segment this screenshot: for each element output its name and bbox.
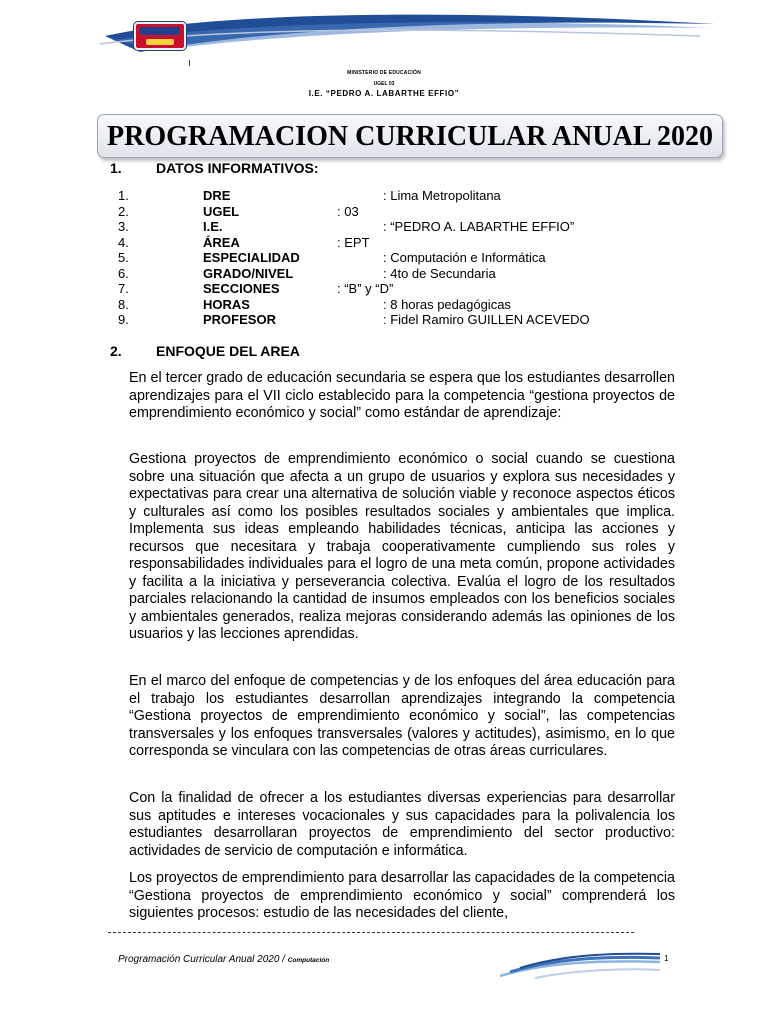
info-number: 8. — [118, 296, 129, 312]
footer-wave-logo — [495, 950, 665, 980]
info-key: PROFESOR — [203, 312, 276, 327]
ministry-name: MINISTERIO DE EDUCACIÓN — [347, 70, 421, 76]
info-row-especialidad — [0, 250, 768, 266]
info-value: : “B” y “D” — [337, 281, 394, 296]
info-row-profesor — [0, 312, 768, 328]
info-key: UGEL — [203, 203, 240, 219]
info-key: I.E. — [203, 219, 223, 234]
section-number: 2. — [110, 343, 122, 359]
info-number: 2. — [118, 203, 129, 219]
info-key: HORAS — [203, 296, 250, 312]
info-value: : EPT — [337, 234, 370, 250]
info-key: DRE — [203, 188, 231, 203]
page-number: 1 — [664, 954, 669, 963]
info-row-area — [0, 235, 768, 251]
info-row-horas — [0, 297, 768, 313]
info-value: : 4to de Secundaria — [383, 265, 496, 281]
footer-text: Programación Curricular Anual 2020 / — [118, 954, 288, 965]
footer-divider — [108, 932, 634, 933]
info-key: SECCIONES — [203, 281, 280, 296]
institution-name: I.E. “PEDRO A. LABARTHE EFFIO” — [308, 89, 460, 98]
info-row-ie — [0, 219, 768, 235]
section-title: DATOS INFORMATIVOS: — [156, 160, 319, 176]
paragraph: Los proyectos de emprendimiento para desarrollar las capacidades de la competencia “Gestiona proyectos de emprendimiento económico y social” comprenderá los siguientes procesos: estudio de las necesidades del cliente, — [129, 870, 675, 921]
info-row-grado — [0, 266, 768, 282]
page-title: PROGRAMACION CURRICULAR ANUAL 2020 — [107, 121, 713, 152]
paragraph: Con la finalidad de ofrecer a los estudiantes diversas experiencias para desarrollar sus aptitudes e intereses vocacionales y sus capacidades para la polivalencia los estudiantes desarrollaran proyectos de emprendimiento del sector productivo: actividades de servicio de computación e informática. — [129, 790, 675, 859]
paragraph: En el marco del enfoque de competencias y de los enfoques del área educación para el trabajo los estudiantes desarrollan aprendizajes integrando la competencia “Gestiona proyectos de emprendimiento económico y social”, las competencias transversales y los enfoques transversales (valores y actitudes), asimismo, en lo que corresponda se vinculara con las competencias de otras áreas curriculares. — [129, 673, 675, 759]
divider-mark — [189, 60, 190, 66]
info-number: 1. — [118, 188, 129, 203]
footer-label — [118, 954, 329, 965]
info-value: : Fidel Ramiro GUILLEN ACEVEDO — [383, 312, 590, 327]
info-row-secciones — [0, 281, 768, 297]
info-number: 5. — [118, 250, 129, 265]
info-number: 4. — [118, 234, 129, 250]
paragraph: En el tercer grado de educación secundaria se espera que los estudiantes desarrollen aprendizajes para el VII ciclo establecido para la competencia “gestiona proyectos de emprendimiento económico y social” como estándar de aprendizaje: — [129, 370, 675, 421]
paragraph: Gestiona proyectos de emprendimiento económico o social cuando se cuestiona sobre una situación que afecta a un grupo de usuarios y explora sus necesidades y expectativas para crear una alternativa de solución viable y reconoce aspectos éticos y culturales así como los posibles resultados sociales y ambientales que implica. Implementa sus ideas empleando habilidades técnicas, anticipa las acciones y recursos que necesitara y trabaja cooperativamente cumpliendo sus roles y responsabilidades individuales para el logro de una meta común, propone actividades y facilita a la iniciativa y perseverancia colectiva. Evalúa el logro de los resultados parciales relacionando la cantidad de insumos empleados con los beneficios sociales y ambientales generados, realiza mejoras considerando además las opiniones de los usuarios y las lecciones aprendidas. — [129, 451, 675, 642]
info-value: : 8 horas pedagógicas — [383, 296, 511, 312]
info-value: : 03 — [337, 203, 359, 219]
info-key: ESPECIALIDAD — [203, 250, 300, 265]
info-key: ÁREA — [203, 234, 240, 250]
info-row-dre — [0, 188, 768, 204]
info-key: GRADO/NIVEL — [203, 265, 294, 281]
info-number: 7. — [118, 281, 129, 296]
info-number: 3. — [118, 219, 129, 234]
info-value: : “PEDRO A. LABARTHE EFFIO” — [383, 219, 575, 234]
ugel-name: UGEL 03 — [373, 81, 395, 87]
school-logo — [134, 22, 186, 50]
info-value: : Lima Metropolitana — [383, 188, 501, 203]
header-banner — [100, 14, 720, 54]
title-banner — [97, 114, 723, 158]
section-title: ENFOQUE DEL AREA — [156, 343, 300, 359]
info-value: : Computación e Informática — [383, 250, 546, 265]
info-number: 6. — [118, 265, 129, 281]
footer-subject: Computación — [287, 957, 330, 964]
section-number: 1. — [110, 160, 122, 176]
info-row-ugel — [0, 204, 768, 220]
info-number: 9. — [118, 312, 129, 327]
